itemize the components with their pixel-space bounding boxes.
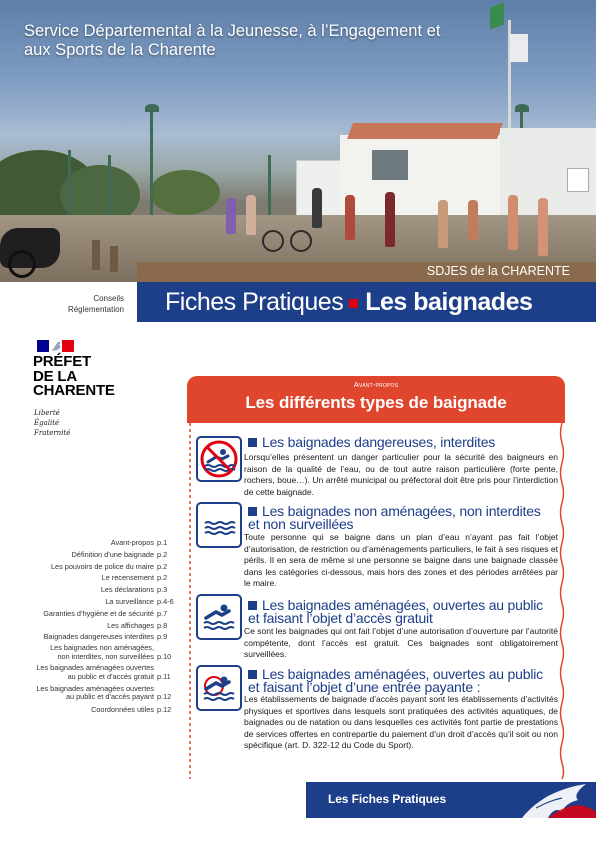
tagline-line2: Réglementation	[67, 305, 124, 314]
table-of-contents	[20, 537, 177, 716]
toc-page: p.10	[157, 651, 172, 661]
toc-item[interactable]	[20, 561, 177, 573]
section-heading-line1: Les baignades aménagées, ouvertes au public	[262, 597, 543, 613]
title-right: Les baignades	[365, 288, 533, 316]
toc-label-line1: Les baignades non aménagées,	[50, 643, 154, 653]
section-heading	[248, 436, 558, 449]
republic-motto	[34, 408, 70, 438]
toc-page: p.12	[157, 704, 172, 714]
toc-label: Baignades dangereuses interdites	[43, 632, 154, 642]
toc-label-line2: non interdites, non surveillées	[57, 651, 154, 661]
toc-item[interactable]	[20, 608, 177, 620]
toc-label: La surveillance	[105, 596, 154, 606]
section-heading	[248, 599, 558, 625]
no-swimming-icon	[196, 436, 242, 482]
motto-egalite: Égalité	[34, 419, 60, 427]
marianne-profile-icon	[452, 782, 596, 818]
footer-label: Les Fiches Pratiques	[328, 792, 447, 806]
section-body: Lorsqu’elles présentent un danger particulier pour la sécurité des baigneurs en raison de la qualité de l’eau, ou de tout autre raison particulière (forte pente, rochers, boue…). Un arrêté municipal ou préfectoral doit être pris pour l’interdiction de cette baignade.	[244, 452, 558, 497]
toc-page: p.2	[157, 561, 168, 571]
prefet-line1: PRÉFET	[33, 353, 91, 370]
bullet-square-icon	[248, 507, 257, 516]
toc-item[interactable]	[20, 572, 177, 584]
toc-page: p.3	[157, 585, 168, 595]
toc-label: Les déclarations	[100, 585, 154, 595]
toc-label-line1: Les baignades aménagées ouvertes	[36, 683, 154, 693]
bullet-square-icon	[248, 438, 257, 447]
toc-item[interactable]	[20, 620, 177, 632]
toc-page: p.9	[157, 632, 168, 642]
toc-item[interactable]	[20, 631, 177, 643]
card-kicker: Avant-propos	[353, 380, 399, 389]
toc-item[interactable]	[20, 684, 177, 704]
prefet-logo-text	[33, 355, 115, 399]
prefet-line2: DE LA	[33, 367, 78, 385]
toc-item[interactable]	[20, 537, 177, 549]
bullet-square-icon	[248, 601, 257, 610]
prefet-line3: CHARENTE	[33, 382, 115, 399]
toc-label: Les affichages	[107, 620, 154, 630]
toc-label	[36, 664, 154, 681]
title-left: Fiches Pratiques	[165, 288, 344, 316]
motto-fraternite: Fraternité	[34, 429, 71, 437]
swimmer-icon	[196, 594, 242, 640]
swimmer-paid-icon	[196, 665, 242, 711]
section-heading-line1: Les baignades non aménagées, non interdites	[262, 503, 541, 519]
toc-label-line2: au public et d’accès payant	[65, 692, 154, 702]
tagline-line1: Conseils	[93, 294, 124, 303]
section-body: Les établissements de baignade d’accès payant sont les établissements d’activités physiques et sportives dans lesquels sont pratiquées des activités aquatiques, de baignades ou de natation ou dans lesquelles ces activités font partie de prestations de services offertes en contrepartie du paiement d’un droit d’accès qu’il soit ou non spécifique (art. D. 322-12 du Code du Sport).	[244, 694, 558, 751]
toc-page: p.1	[157, 538, 168, 547]
toc-label: Coordonnées utiles	[91, 704, 154, 714]
service-title	[24, 22, 504, 60]
service-title-line2: aux Sports de la Charente	[24, 41, 216, 59]
section-heading-line2: et non surveillées	[248, 516, 354, 532]
toc-page: p.4-6	[157, 596, 174, 606]
marianne-flag-icon	[37, 340, 74, 352]
toc-page: p.11	[157, 671, 171, 681]
toc-label: Garanties d’hygiène et de sécurité	[43, 608, 154, 618]
red-square-icon	[349, 299, 358, 308]
toc-label: Les pouvoirs de police du maire	[50, 561, 154, 571]
toc-label-line1: Les baignades aménagées ouvertes	[36, 663, 154, 673]
toc-label: Le recensement	[101, 573, 154, 583]
toc-label: Définition d’une baignade	[71, 549, 154, 559]
sdjes-label: SDJES de la CHARENTE	[426, 264, 570, 278]
section-heading	[248, 505, 558, 531]
toc-label: Avant-propos	[110, 538, 154, 547]
section-heading	[248, 668, 558, 694]
toc-label-line2: au public et d’accès gratuit	[67, 671, 154, 681]
toc-label	[36, 685, 154, 702]
toc-label	[50, 644, 154, 661]
toc-page: p.2	[157, 549, 168, 559]
toc-page: p.2	[157, 573, 168, 583]
water-waves-icon	[196, 502, 242, 548]
section-heading-text: Les baignades dangereuses, interdites	[262, 434, 496, 450]
toc-item[interactable]	[20, 596, 177, 608]
section-body: Ce sont les baignades qui ont fait l’objet d’une autorisation d’ouverture par l’autorité compétente, dont l’accès est gratuit. Ces baignades sont obligatoirement surveillées.	[244, 626, 558, 660]
service-title-line1: Service Départemental à la Jeunesse, à l’Engagement et	[24, 22, 441, 40]
card-title: Les différents types de baignade	[245, 393, 507, 412]
toc-page: p.7	[157, 608, 168, 618]
toc-item[interactable]	[20, 663, 177, 683]
bullet-square-icon	[248, 670, 257, 679]
tagline	[20, 293, 124, 315]
toc-item[interactable]	[20, 643, 177, 663]
toc-item[interactable]	[20, 549, 177, 561]
toc-item[interactable]	[20, 704, 177, 716]
toc-item[interactable]	[20, 584, 177, 596]
motto-liberte: Liberté	[34, 409, 60, 417]
toc-page: p.8	[157, 620, 168, 630]
document-title	[165, 288, 532, 317]
toc-page: p.12	[157, 692, 172, 702]
section-heading-line2: et faisant l’objet d’accès gratuit	[248, 610, 433, 626]
section-body: Toute personne qui se baigne dans un plan d’eau n’ayant pas fait l’objet d’autorisation, de restriction ou d’aménagements particuliers, le fait à ses risques et périls. Il en sera de même si une personne se baigne dans une baignade classée dans les catégories ci-dessous, mais hors des zones et des périodes arrêtées par le maire.	[244, 532, 558, 589]
section-heading-line1: Les baignades aménagées, ouvertes au public	[262, 666, 543, 682]
section-heading-line2: et faisant l’objet d’une entrée payante :	[248, 679, 481, 695]
